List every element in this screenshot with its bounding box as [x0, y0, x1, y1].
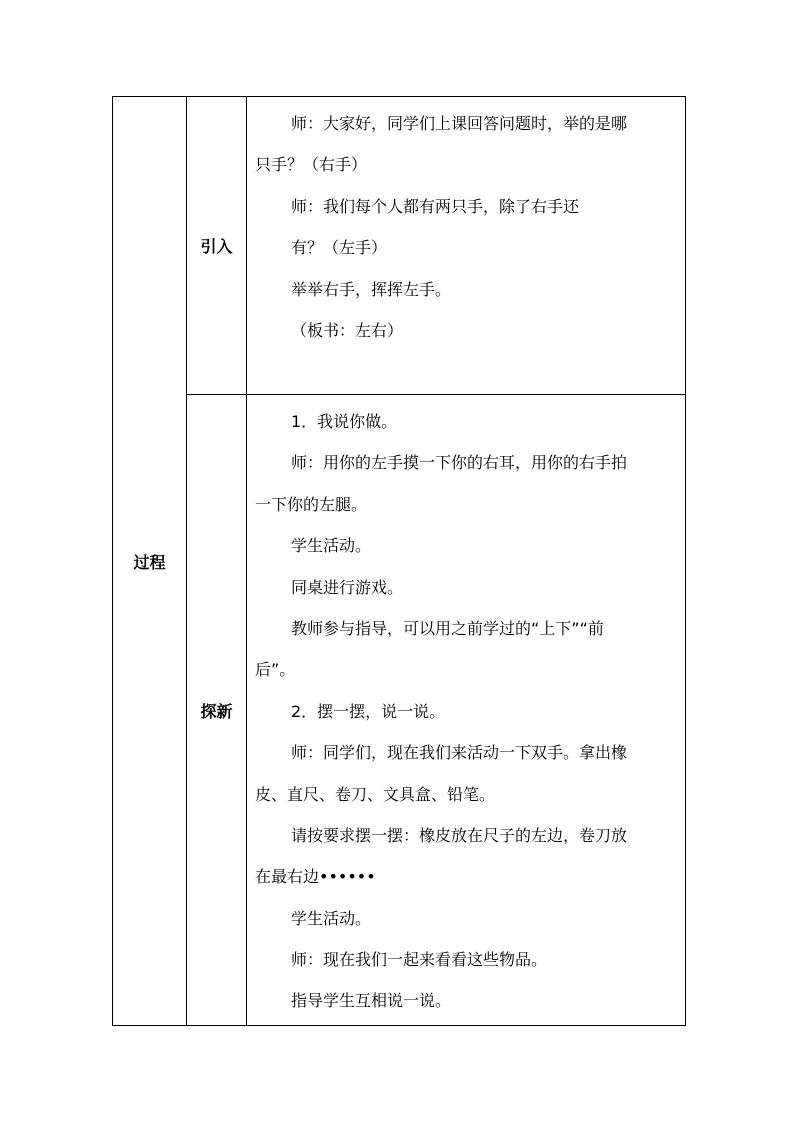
phase-cell [113, 97, 187, 1026]
content-line: （板书：左右） [291, 320, 404, 340]
content-line: 2．摆一摆，说一说。 [291, 701, 446, 721]
content-line: 学生活动。 [291, 908, 372, 928]
section-label-explore: 探新 [200, 701, 233, 721]
content-line: 皮、直尺、卷刀、文具盒、铅笔。 [255, 784, 496, 804]
content-line: 请按要求摆一摆：橡皮放在尺子的左边，卷刀放 [291, 825, 628, 845]
lesson-plan-table [112, 96, 686, 1026]
content-line: 有？（左手） [291, 238, 388, 258]
content-line: 一下你的左腿。 [255, 494, 368, 514]
content-line: 师：大家好，同学们上课回答问题时，举的是哪 [291, 114, 628, 133]
content-line: 师：用你的左手摸一下你的右耳，用你的右手拍 [291, 453, 628, 473]
intro-row [113, 97, 686, 395]
content-line: 举举右手，挥挥左手。 [291, 279, 452, 299]
content-line: 后”。 [255, 660, 296, 680]
explore-row [113, 395, 686, 1026]
content-line: 在最右边•••••• [255, 867, 376, 887]
section-label-intro: 引入 [200, 237, 233, 256]
section-content-explore [247, 395, 686, 1026]
content-line: 同桌进行游戏。 [291, 577, 404, 597]
content-line: 教师参与指导，可以用之前学过的“上下”“前 [291, 618, 604, 638]
content-line: 指导学生互相说一说。 [291, 991, 452, 1011]
section-content-intro [247, 97, 686, 395]
section-label-cell-intro [187, 97, 247, 395]
content-line: 师：我们每个人都有两只手，除了右手还 [291, 196, 580, 216]
content-line: 只手？（右手） [255, 155, 368, 175]
content-line: 师：同学们，现在我们来活动一下双手。拿出橡 [291, 743, 628, 763]
content-line: 1．我说你做。 [291, 412, 398, 431]
content-line: 师：现在我们一起来看看这些物品。 [291, 950, 548, 970]
section-label-cell-explore [187, 395, 247, 1026]
content-line: 学生活动。 [291, 536, 372, 556]
phase-label: 过程 [133, 552, 166, 572]
